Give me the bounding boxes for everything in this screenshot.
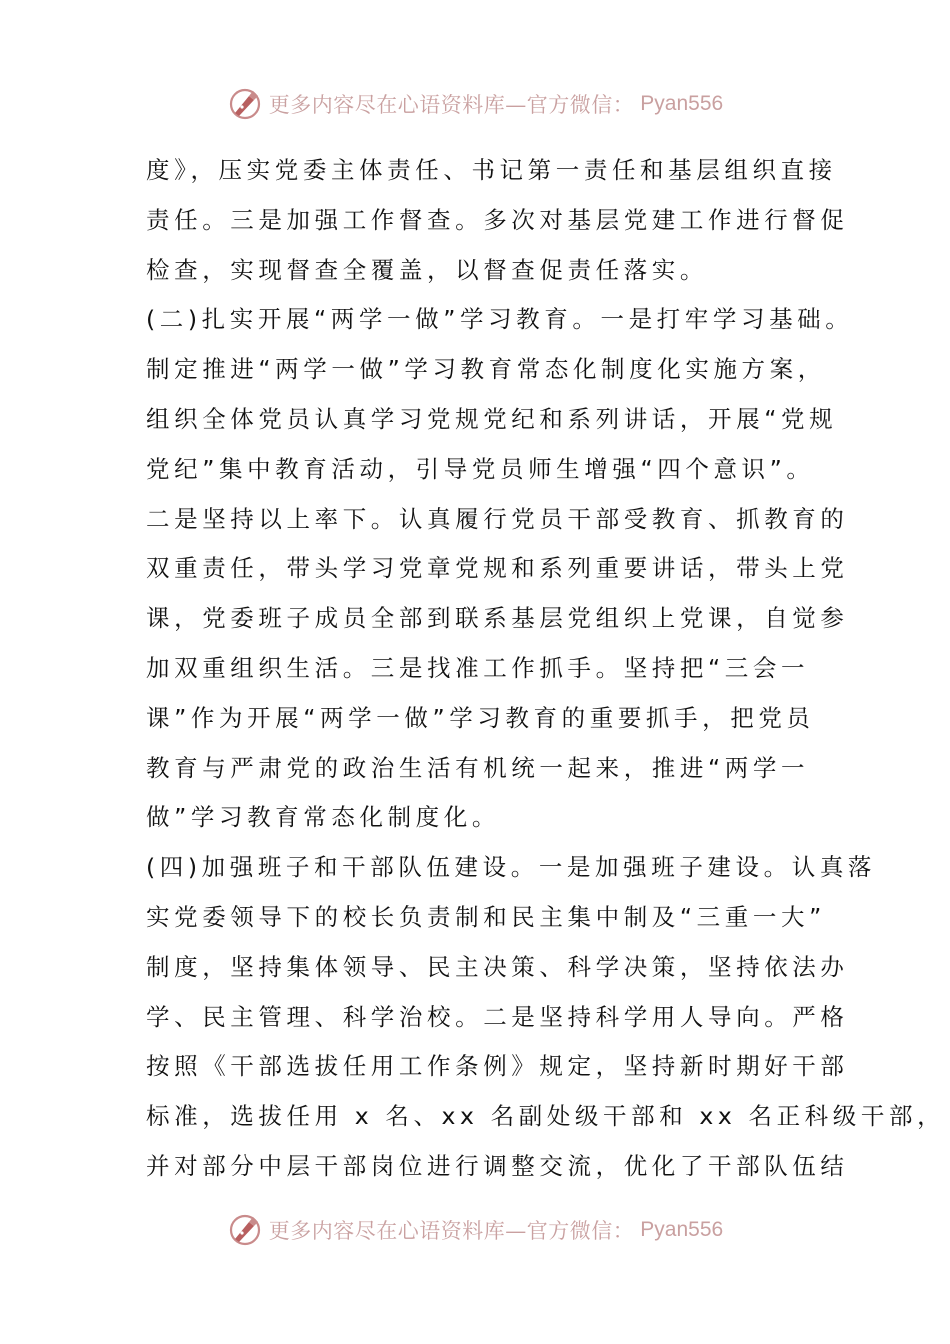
body-line: (四)加强班子和干部队伍建设。一是加强班子建设。认真落 [146, 853, 877, 882]
watermark-wechat-id: Pyan556 [640, 1218, 724, 1241]
pen-nib-logo-icon [227, 1212, 263, 1248]
body-line: 实党委领导下的校长负责制和民主集中制及“三重一大” [146, 902, 826, 931]
watermark-text: 更多内容尽在心语资料库—官方微信： [268, 93, 635, 117]
body-line: 按照《干部选拔任用工作条例》规定，坚持新时期好干部 [146, 1052, 849, 1081]
body-line: 课，党委班子成员全部到联系基层党组织上党课，自觉参 [146, 604, 849, 633]
document-body [146, 146, 946, 1192]
body-line: 加双重组织生活。三是找准工作抓手。坚持把“三会一 [146, 653, 810, 682]
body-line: 制定推进“两学一做”学习教育常态化制度化实施方案， [146, 355, 826, 384]
watermark-text: 更多内容尽在心语资料库—官方微信： [268, 1219, 635, 1243]
footer-watermark [0, 1210, 950, 1250]
body-line: 责任。三是加强工作督查。多次对基层党建工作进行督促 [146, 205, 849, 234]
header-watermark [0, 84, 950, 124]
body-line: 度》，压实党委主体责任、书记第一责任和基层组织直接 [146, 156, 837, 184]
body-line: (二)扎实开展“两学一做”学习教育。一是打牢学习基础。 [146, 305, 854, 334]
body-line: 标准，选拔任用 x 名、xx 名副处级干部和 xx 名正科级干部， [146, 1102, 946, 1131]
body-line: 组织全体党员认真学习党规党纪和系列讲话，开展“党规 [146, 404, 838, 433]
body-line: 二是坚持以上率下。认真履行党员干部受教育、抓教育的 [146, 504, 849, 533]
body-line: 并对部分中层干部岗位进行调整交流，优化了干部队伍结 [146, 1151, 849, 1180]
body-line: 学、民主管理、科学治校。二是坚持科学用人导向。严格 [146, 1002, 849, 1031]
body-line: 党纪”集中教育活动，引导党员师生增强“四个意识”。 [146, 454, 815, 483]
watermark-wechat-id: Pyan556 [640, 92, 724, 115]
body-line: 课”作为开展“两学一做”学习教育的重要抓手，把党员 [146, 703, 815, 732]
body-line: 检查，实现督查全覆盖，以督查促责任落实。 [146, 255, 708, 284]
body-line: 教育与严肃党的政治生活有机统一起来，推进“两学一 [146, 753, 810, 782]
body-line: 制度，坚持集体领导、民主决策、科学决策，坚持依法办 [146, 952, 849, 981]
pen-nib-logo-icon [227, 86, 263, 122]
body-line: 双重责任，带头学习党章党规和系列重要讲话，带头上党 [146, 554, 849, 583]
body-line: 做”学习教育常态化制度化。 [146, 803, 500, 832]
